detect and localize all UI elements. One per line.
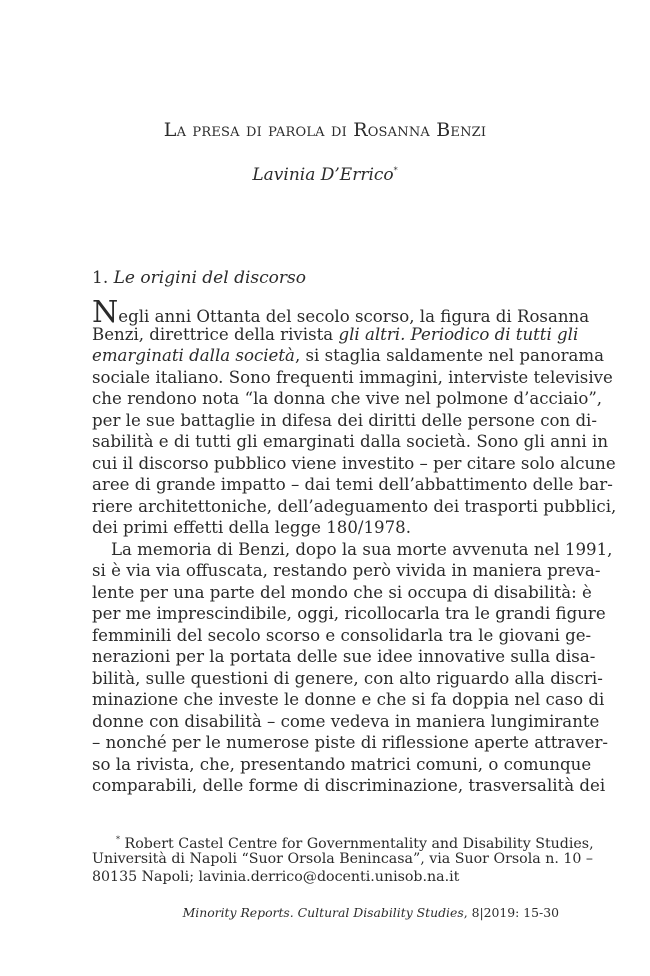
footnote — [92, 831, 594, 887]
text-run: egli anni Ottanta del secolo scorso, la figura di Rosanna — [118, 307, 590, 326]
text-run: bilità, sulle questioni di genere, con alto riguardo alla discri- — [92, 668, 603, 688]
text-run: per me imprescindibile, oggi, ricollocarla tra le grandi figure — [92, 604, 606, 623]
footnote-line — [92, 831, 594, 852]
body-line — [92, 474, 613, 496]
text-run: sociale italiano. Sono frequenti immagini, interviste televisive — [92, 367, 613, 387]
text-run: aree di grande impatto – dai temi dell’abbattimento delle bar- — [92, 475, 613, 494]
body-line — [92, 732, 608, 754]
text-run: dei primi effetti della legge 180/1978. — [92, 518, 412, 537]
body-line — [92, 431, 609, 453]
body-line — [92, 582, 592, 604]
text-run: so la rivista, che, presentando matrici comuni, o comunque — [92, 754, 592, 774]
text-run: cui il discorso pubblico viene investito – per citare solo alcune — [92, 453, 616, 473]
footnote-text: 80135 Napoli; lavinia.derrico@docenti.unisob.na.it — [92, 869, 460, 885]
body-line — [92, 711, 600, 733]
text-run: La memoria di Benzi, dopo la sua morte avvenuta nel 1991, — [111, 539, 613, 559]
text-run: , si staglia saldamente nel panorama — [294, 346, 605, 365]
body-line — [92, 689, 605, 711]
journal-name: Minority Reports. Cultural Disability Studies — [182, 905, 464, 920]
text-run: lente per una parte del mondo che si occupa di disabilità: è — [92, 582, 592, 602]
body-text — [92, 295, 617, 797]
body-line — [92, 345, 605, 367]
body-line — [92, 324, 579, 346]
body-line — [92, 775, 606, 797]
author-line — [0, 165, 650, 185]
body-line — [92, 295, 590, 330]
text-run: emarginati dalla società — [92, 346, 295, 365]
text-run: nerazioni per la portata delle sue idee innovative sulla disa- — [92, 647, 596, 666]
text-run: per le sue battaglie in difesa dei diritti delle persone con di- — [92, 410, 597, 430]
footnote-text: Robert Castel Centre for Governmentality and Disability Studies, — [124, 836, 594, 852]
body-line — [92, 560, 601, 582]
text-run: comparabili, delle forme di discriminazione, trasversalità dei — [92, 776, 606, 795]
text-run: femminili del secolo scorso e consolidarla tra le giovani ge- — [92, 625, 592, 645]
body-line — [92, 625, 592, 647]
text-run: minazione che investe le donne e che si fa doppia nel caso di — [92, 690, 605, 709]
drop-cap: N — [92, 295, 119, 330]
article-title: La presa di parola di Rosanna Benzi — [163, 119, 487, 141]
body-line — [92, 496, 617, 518]
text-run: – nonché per le numerose piste di riflessione aperte attraver- — [92, 733, 608, 752]
body-line — [92, 646, 596, 668]
section-number: 1. — [92, 268, 109, 288]
body-line — [92, 539, 613, 561]
footnote-line — [92, 868, 559, 887]
body-line — [92, 517, 559, 539]
body-line — [92, 410, 597, 432]
footnote-text: Università di Napoli “Suor Orsola Benincasa”, via Suor Orsola n. 10 – — [92, 850, 594, 867]
body-line — [92, 668, 603, 690]
body-line — [92, 453, 616, 475]
body-line — [92, 603, 606, 625]
footnote-line — [92, 850, 594, 869]
footnote-mark: * — [116, 835, 120, 844]
text-run: Benzi, direttrice della rivista — [92, 324, 339, 344]
body-line — [92, 367, 613, 389]
text-run: riere architettoniche, dell’adeguamento dei trasporti pubblici, — [92, 496, 617, 516]
body-line — [92, 388, 603, 410]
author-name: Lavinia D’Errico — [252, 165, 394, 185]
section-title: Le origini del discorso — [113, 268, 306, 288]
section-heading — [92, 268, 306, 288]
text-run: si è via via offuscata, restando però vivida in maniera preva- — [92, 561, 601, 580]
text-run: donne con disabilità – come vedeva in maniera lungimirante — [92, 711, 600, 731]
text-run: sabilità e di tutti gli emarginati dalla società. Sono gli anni in — [92, 432, 609, 451]
body-line — [92, 754, 592, 776]
text-run: che rendono nota “la donna che vive nel polmone d’acciaio”, — [92, 389, 603, 408]
author-footnote-mark: * — [393, 166, 398, 175]
running-footer — [0, 905, 559, 920]
text-run: gli altri. Periodico di tutti gli — [338, 324, 579, 344]
issue-pages: , 8|2019: 15-30 — [463, 905, 559, 920]
